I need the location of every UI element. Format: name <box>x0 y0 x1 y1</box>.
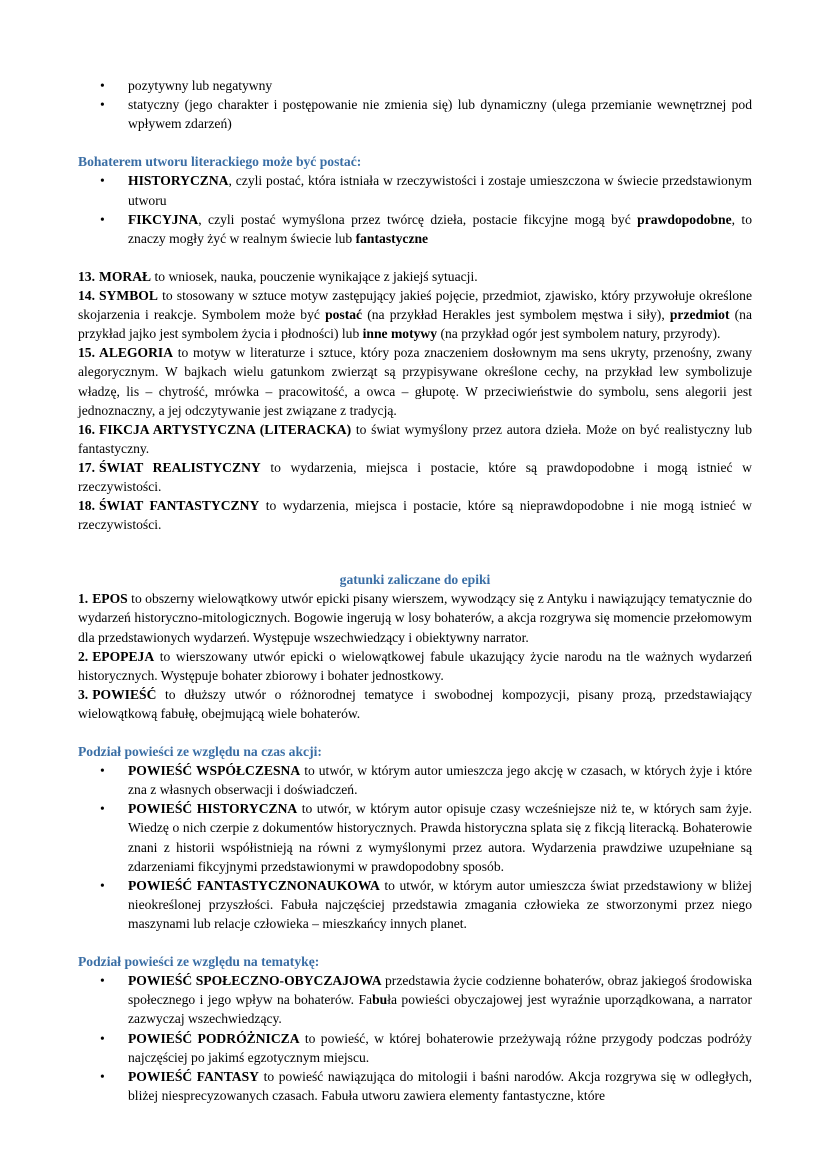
term-powiesc-wspolczesna: POWIEŚĆ WSPÓŁCZESNA <box>128 763 301 779</box>
list-powiesc-czas-akcji <box>78 761 752 933</box>
definition-text-4: (na przykład ogór jest symbolem natury, przyrody). <box>437 326 721 342</box>
definition-text-2: (na przykład Herakles jest symbolem męstwa i siły), <box>362 307 670 323</box>
definition-text: to świat wymyślony przez autora dzieła. Może on być realistyczny lub fantastyczny. <box>78 421 752 456</box>
term-powiesc-fantastycznonaukowa: POWIEŚĆ FANTASTYCZNONAUKOWA <box>128 877 380 893</box>
list-item-text: to utwór, w którym autor umieszcza jego akcję w czasach, w których żyje i które zna z własnych obserwacji i doświadczeń. <box>128 763 752 798</box>
list-item: • statyczny (jego charakter i postępowanie nie zmienia się) lub dynamiczny (ulega przemianie wewnętrznej pod wpływem zdarzeń) <box>78 95 752 133</box>
definition-term: EPOS <box>92 591 128 607</box>
term-fantastyczne: fantastyczne <box>355 230 429 246</box>
definition-term: ALEGORIA <box>99 345 174 361</box>
definition-term: ŚWIAT FANTASTYCZNY <box>99 498 260 514</box>
term-powiesc-spoleczno-obyczajowa: POWIEŚĆ SPOŁECZNO-OBYCZAJOWA <box>128 973 382 989</box>
list-item-text: , czyli postać, która istniała w rzeczywistości i zostaje umieszczona w świecie przedstawionym utworu <box>128 173 752 208</box>
list-item-text-2: , to znaczy mogły żyć w realnym świecie lub <box>128 211 752 246</box>
list-item <box>78 761 752 799</box>
list-item-text: , czyli postać wymyślona przez twórcę dzieła, postacie fikcyjne mogą być <box>198 211 638 227</box>
definition-term: MORAŁ <box>99 268 152 284</box>
definition-epos <box>78 589 752 646</box>
term-powiesc-podroznicza: POWIEŚĆ PODRÓŻNICZA <box>128 1030 300 1046</box>
list-item-text: to utwór, w którym autor umieszcza świat przedstawiony w bliżej nieokreślonej przyszłości. Fabuła najczęściej przedstawia zmagania człowieka ze stworzonymi przez niego maszynami lub relacje człowieka – mieszkańcy innych planet. <box>128 877 752 931</box>
heading-podzial-czas-akcji: Podział powieści ze względu na czas akcji: <box>78 744 322 760</box>
definition-15 <box>78 343 752 419</box>
list-item-text-2: ła powieści obyczajowej jest wyraźnie uporządkowana, a narrator zazwyczaj wszechwiedzący. <box>128 992 753 1027</box>
list-item-text: to powieść nawiązująca do mitologii i baśni narodów. Akcja rozgrywa się w odległych, bliżej niesprecyzowanych czasach. Fabuła utworu zawiera elementy fantastyczne, które <box>128 1068 752 1103</box>
list-item-text: to powieść, w której bohaterowie przeżywają różne przygody podczas podróży najczęściej po jakimś egzotycznym miejscu. <box>128 1030 752 1065</box>
definition-text: to wniosek, nauka, pouczenie wynikające z jakiejś sytuacji. <box>151 268 478 284</box>
definition-term: SYMBOL <box>99 288 158 304</box>
definition-number: 1. <box>78 591 89 607</box>
emphasis-przedmiot: przedmiot <box>669 307 730 323</box>
definition-18 <box>78 496 752 534</box>
definition-powiesc <box>78 685 752 723</box>
spacer <box>78 248 752 267</box>
list-item: • pozytywny lub negatywny <box>78 76 752 95</box>
definition-16 <box>78 420 752 458</box>
definition-number: 2. <box>78 648 89 664</box>
list-item <box>78 799 752 875</box>
definition-number: 18. <box>78 498 95 514</box>
emphasis-postac: postać <box>325 307 363 323</box>
list-item <box>78 210 752 248</box>
definition-term: FIKCJA ARTYSTYCZNA (LITERACKA) <box>99 421 352 437</box>
definition-epopeja <box>78 647 752 685</box>
definition-text: to obszerny wielowątkowy utwór epicki pisany wierszem, wywodzący się z Antyku i nawiązujący tematycznie do wydarzeń historyczno-mitologicznych. Bogowie ingerują w losy bohaterów, a akcja rozgrywa się momencie przełomowym dla przedstawionych wydarzeń. Występuje wszechwiedzący i obiektywny narrator. <box>78 591 752 645</box>
list-item <box>78 971 752 1028</box>
heading-bohater: Bohaterem utworu literackiego może być postać: <box>78 154 362 170</box>
definition-text: to motyw w literaturze i sztuce, który poza znaczeniem dosłownym ma sens ukryty, przenośny, zwany alegorycznym. W bajkach wielu gatunkom zwierząt są przypisywane określone cechy, na przykład lew symbolizuje władzę, lis – chytrość, mrówka – pracowitość, a owca – głupotę. W przeciwieństwie do symbolu, sens alegorii jest jednoznaczny, a jej odczytywanie jest związane z tradycją. <box>78 345 752 418</box>
definition-number: 15. <box>78 345 95 361</box>
list-item <box>78 171 752 209</box>
term-fikcyjna: FIKCYJNA <box>128 211 199 227</box>
heading-gatunki-epiki: gatunki zaliczane do epiki <box>339 572 491 588</box>
spacer <box>78 933 752 952</box>
list-item-text: przedstawia życie codzienne bohaterów, obraz jakiegoś środowiska społecznego i jego wpływ na bohaterów. Fa <box>128 973 752 1008</box>
heading-podzial-tematyka: Podział powieści ze względu na tematykę: <box>78 954 320 970</box>
emphasis-bu: bu <box>372 992 388 1008</box>
definition-text: to stosowany w sztuce motyw zastępujący jakieś pojęcie, przedmiot, zjawisko, który przywołuje określone skojarzenia i reakcje. Symbolem może być <box>78 288 752 323</box>
term-prawdopodobne: prawdopodobne <box>637 211 732 227</box>
definition-term: EPOPEJA <box>92 648 155 664</box>
definition-text: to wierszowany utwór epicki o wielowątkowej fabule ukazujący życie narodu na tle ważnych wydarzeń historycznych. Występuje bohater zbiorowy i bohater jednostkowy. <box>78 648 752 683</box>
list-item <box>78 1029 752 1067</box>
list-bohater-types <box>78 171 752 247</box>
spacer <box>78 133 752 152</box>
list-item <box>78 1067 752 1105</box>
spacer <box>78 534 752 570</box>
term-powiesc-historyczna: POWIEŚĆ HISTORYCZNA <box>128 801 298 817</box>
spacer <box>78 723 752 742</box>
definition-number: 16. <box>78 421 95 437</box>
term-historyczna: HISTORYCZNA <box>128 173 229 189</box>
document-content <box>78 76 752 1105</box>
definition-text: to wydarzenia, miejsca i postacie, które są nieprawdopodobne i nie mogą istnieć w rzeczywistości. <box>78 498 752 533</box>
list-item-text: to utwór, w którym autor opisuje czasy wcześniejsze niż te, w których sam żyje. Wiedzę o nich czerpie z dokumentów historycznych. Prawda historyczna splata się z fikcją literacką. Bohaterowie znani z historii współistnieją na równi z wymyślonymi przez autora. Wydarzenia prawdziwe uzupełniane są zdarzeniami fikcyjnymi przedstawionymi w prawdopodobny sposób. <box>128 801 752 874</box>
definition-number: 17. <box>78 459 95 475</box>
list-item <box>78 876 752 933</box>
list-character-traits <box>78 76 752 133</box>
definition-number: 3. <box>78 686 89 702</box>
definition-14 <box>78 286 752 343</box>
emphasis-inne-motywy: inne motywy <box>362 326 438 342</box>
definition-term: POWIEŚĆ <box>92 686 157 702</box>
definition-13 <box>78 267 752 286</box>
definition-text-3: (na przykład jajko jest symbolem życia i płodności) lub <box>78 307 753 342</box>
definition-number: 14. <box>78 288 95 304</box>
term-powiesc-fantasy: POWIEŚĆ FANTASY <box>128 1068 259 1084</box>
definition-term: ŚWIAT REALISTYCZNY <box>99 459 261 475</box>
list-powiesc-tematyka <box>78 971 752 1105</box>
definition-text: to wydarzenia, miejsca i postacie, które są prawdopodobne i mogą istnieć w rzeczywistości. <box>78 459 752 494</box>
definition-number: 13. <box>78 268 95 284</box>
definition-text: to dłuższy utwór o różnorodnej tematyce i swobodnej kompozycji, pisany prozą, przedstawiający wielowątkową fabułę, obejmującą wiele bohaterów. <box>78 686 752 721</box>
definition-17 <box>78 458 752 496</box>
